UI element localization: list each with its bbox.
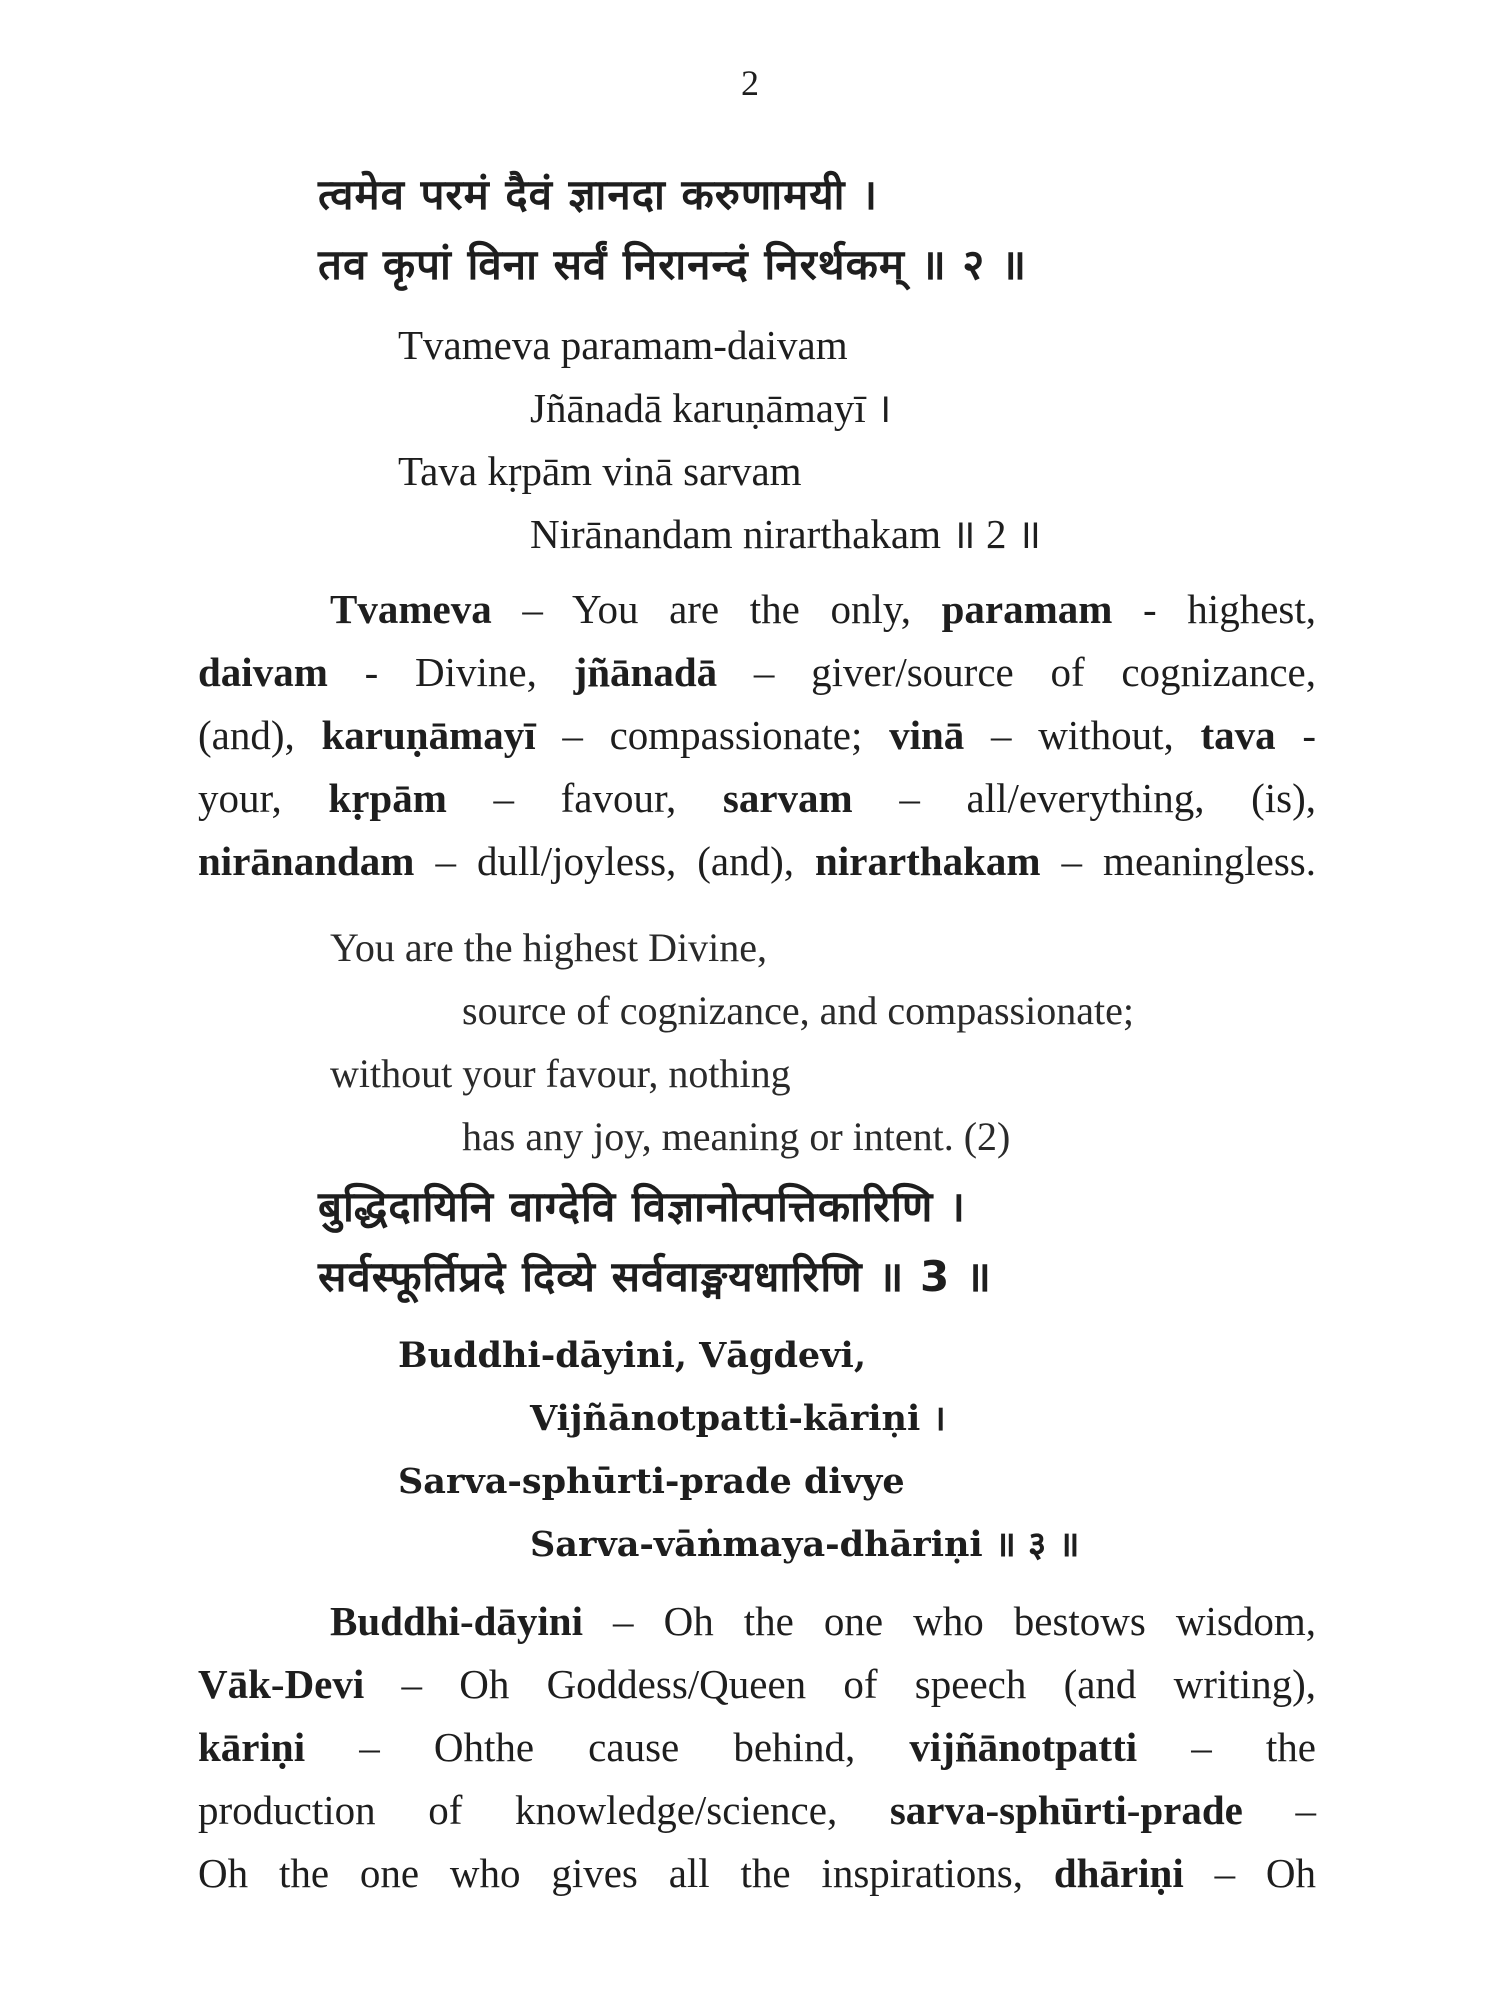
sanskrit-line: तव कृपां विना सर्वं निरानन्दं निरर्थकम् ॥ २ ॥ [318, 240, 1027, 289]
gloss-headword: daivam [198, 649, 328, 695]
gloss-headword: kāriṇi [198, 1724, 306, 1770]
verse-3-word-gloss [198, 1590, 1316, 1905]
sanskrit-line: बुद्धिदायिनि वाग्देवि विज्ञानोत्पत्तिकारिणि । [318, 1182, 966, 1231]
transliteration-line: Jñānadā karuṇāmayī । [530, 385, 892, 431]
transliteration-line: Buddhi-dāyini, Vāgdevi, [398, 1335, 867, 1376]
gloss-line: nirānandam – dull/joyless, (and), nirarthakam – meaningless. [198, 838, 1316, 884]
gloss-headword: vijñānotpatti [909, 1724, 1138, 1770]
gloss-line: (and), karuṇāmayī – compassionate; vinā – without, tava - [198, 712, 1316, 758]
verse-2-word-gloss [198, 578, 1316, 893]
gloss-line: production of knowledge/science, sarva-sphūrti-prade – [198, 1787, 1317, 1833]
gloss-headword: Tvameva [330, 586, 492, 632]
verse-3-sanskrit [318, 1172, 992, 1312]
page-number: 2 [741, 63, 759, 103]
transliteration-line: Vijñānotpatti-kāriṇi । [530, 1398, 946, 1439]
gloss-headword: paramam [941, 586, 1113, 632]
verse-3-transliteration [398, 1324, 1079, 1576]
gloss-line: daivam - Divine, jñānadā – giver/source of cognizance, [198, 649, 1316, 695]
gloss-headword: dhāriṇi [1053, 1850, 1184, 1896]
gloss-line: kāriṇi – Ohthe cause behind, vijñānotpatti – the [198, 1724, 1316, 1770]
gloss-headword: sarva-sphūrti-prade [889, 1787, 1243, 1833]
gloss-headword: tava [1200, 712, 1276, 758]
gloss-headword: kṛpām [328, 775, 447, 821]
verse-2-transliteration [398, 314, 1041, 566]
gloss-headword: Vāk-Devi [198, 1661, 365, 1707]
gloss-headword: vinā [889, 712, 965, 758]
transliteration-line: Sarva-vāṅmaya-dhāriṇi ॥ ३ ॥ [530, 1524, 1080, 1565]
transliteration-line: Tvameva paramam-daivam [398, 322, 848, 368]
translation-line: has any joy, meaning or intent. (2) [462, 1114, 1011, 1159]
transliteration-line: Sarva-sphūrti-prade divye [398, 1461, 905, 1502]
gloss-line: Oh the one who gives all the inspirations, dhāriṇi – Oh [198, 1850, 1317, 1896]
gloss-headword: karuṇāmayī [321, 712, 536, 758]
sanskrit-line: सर्वस्फूर्तिप्रदे दिव्ये सर्ववाङ्मयधारिणि ॥ 3 ॥ [318, 1252, 992, 1301]
sanskrit-line: त्वमेव परमं दैवं ज्ञानदा करुणामयी । [318, 170, 879, 219]
gloss-line: your, kṛpām – favour, sarvam – all/everything, (is), [198, 775, 1316, 821]
translation-line: source of cognizance, and compassionate; [462, 988, 1134, 1033]
verse-2-sanskrit [318, 160, 1027, 300]
gloss-headword: Buddhi-dāyini [330, 1598, 583, 1644]
gloss-line: Vāk-Devi – Oh Goddess/Queen of speech (and writing), [198, 1661, 1316, 1707]
gloss-headword: jñānadā [573, 649, 718, 695]
translation-line: You are the highest Divine, [330, 925, 767, 970]
gloss-headword: nirarthakam [815, 838, 1041, 884]
verse-2-translation [330, 916, 1134, 1168]
translation-line: without your favour, nothing [330, 1051, 791, 1096]
gloss-headword: sarvam [722, 775, 853, 821]
gloss-line: Buddhi-dāyini – Oh the one who bestows wisdom, [330, 1598, 1316, 1644]
gloss-line: Tvameva – You are the only, paramam - highest, [330, 586, 1316, 632]
transliteration-line: Tava kṛpām vinā sarvam [398, 448, 802, 494]
gloss-headword: nirānandam [198, 838, 415, 884]
transliteration-line: Nirānandam nirarthakam ॥ 2 ॥ [530, 511, 1042, 557]
